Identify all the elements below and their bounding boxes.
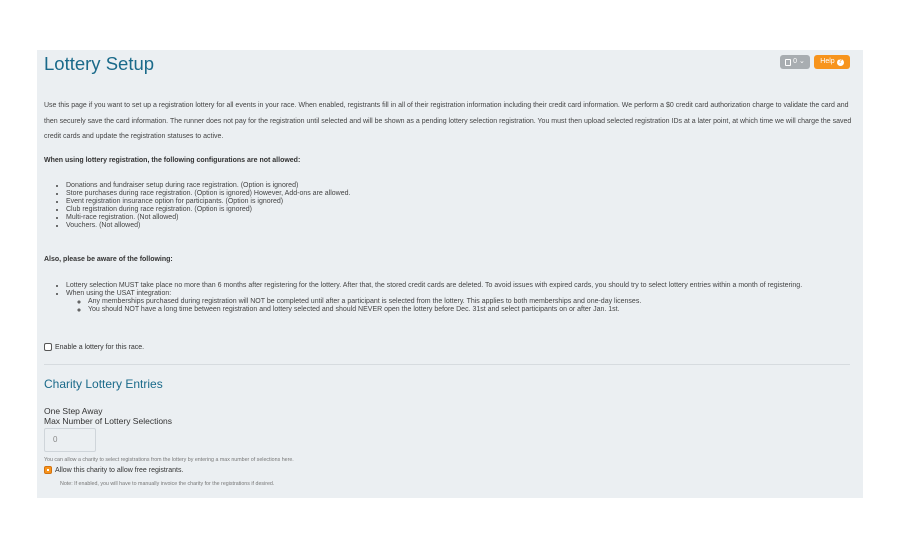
chevron-down-icon: ⌄ <box>799 58 805 65</box>
help-label: Help <box>820 58 835 65</box>
charity-heading: Charity Lottery Entries <box>44 377 163 391</box>
list-item: • Vouchers. (Not allowed) <box>66 222 350 230</box>
not-allowed-heading: When using lottery registration, the following configurations are not allowed: <box>44 157 301 164</box>
lottery-setup-panel <box>37 50 863 498</box>
free-registrants-checkbox[interactable] <box>44 466 52 474</box>
free-registrants-note: Note: If enabled, you will have to manually invoice the charity for the registrations if desired. <box>60 481 275 487</box>
aware-heading: Also, please be aware of the following: <box>44 256 173 263</box>
enable-lottery-checkbox[interactable] <box>44 343 52 351</box>
documents-dropdown-button[interactable] <box>780 55 810 69</box>
aware-list <box>44 282 856 314</box>
usat-sublist <box>66 298 856 314</box>
list-item: • Lottery selection MUST take place no more than 6 months after registering for the lottery. After that, the stored credit cards are deleted. To avoid issues with expired cards, you should try to select lottery entries within a month of registering. <box>66 282 856 290</box>
intro-text: Use this page if you want to set up a registration lottery for all events in your race. When enabled, registrants fill in all of their registration information including their credit card information. We perform a $0 credit card authorization charge to validate the card and then securely save the card information. The runner does not pay for the registration until selected and will be shown as a pending lottery selection registration. You must then upload selected registration IDs at a later point, at which time we will charge the saved credit cards and update the registration statuses to active. <box>44 102 852 140</box>
list-item: • Donations and fundraiser setup during race registration. (Option is ignored) <box>66 182 350 190</box>
list-item: • Club registration during race registration. (Option is ignored) <box>66 206 350 214</box>
max-selections-input[interactable]: 0 <box>44 428 96 452</box>
enable-lottery-label: Enable a lottery for this race. <box>55 343 145 351</box>
list-item <box>66 290 856 314</box>
list-item: ◦ You should NOT have a long time between registration and lottery selected and should NEVER open the lottery before Dec. 31st and select participants on or after Jan. 1st. <box>88 306 856 314</box>
enable-lottery-row[interactable] <box>44 343 144 351</box>
list-item: • Store purchases during race registration. (Option is ignored) However, Add-ons are allowed. <box>66 190 350 198</box>
help-button[interactable] <box>814 55 850 69</box>
max-selections-help: You can allow a charity to select registrations from the lottery by entering a max number of selections here. <box>44 457 294 463</box>
question-icon: ? <box>838 58 843 65</box>
page-title: Lottery Setup <box>44 53 155 74</box>
documents-count: 0 <box>793 58 798 65</box>
section-divider <box>44 364 850 365</box>
document-icon <box>785 59 791 66</box>
list-item: • Event registration insurance option for participants. (Option is ignored) <box>66 198 350 206</box>
toolbar <box>780 55 850 69</box>
not-allowed-list <box>44 182 350 230</box>
charity-name: One Step Away <box>44 406 103 416</box>
max-selections-label: Max Number of Lottery Selections <box>44 416 173 426</box>
usat-label: When using the USAT integration: <box>66 290 172 297</box>
list-item: • Multi-race registration. (Not allowed) <box>66 214 350 222</box>
list-item: ◦ Any memberships purchased during registration will NOT be completed until after a participant is selected from the lottery. This applies to both memberships and one-day licenses. <box>88 298 856 306</box>
free-registrants-row[interactable] <box>44 466 183 474</box>
free-registrants-label: Allow this charity to allow free registrants. <box>55 466 184 474</box>
